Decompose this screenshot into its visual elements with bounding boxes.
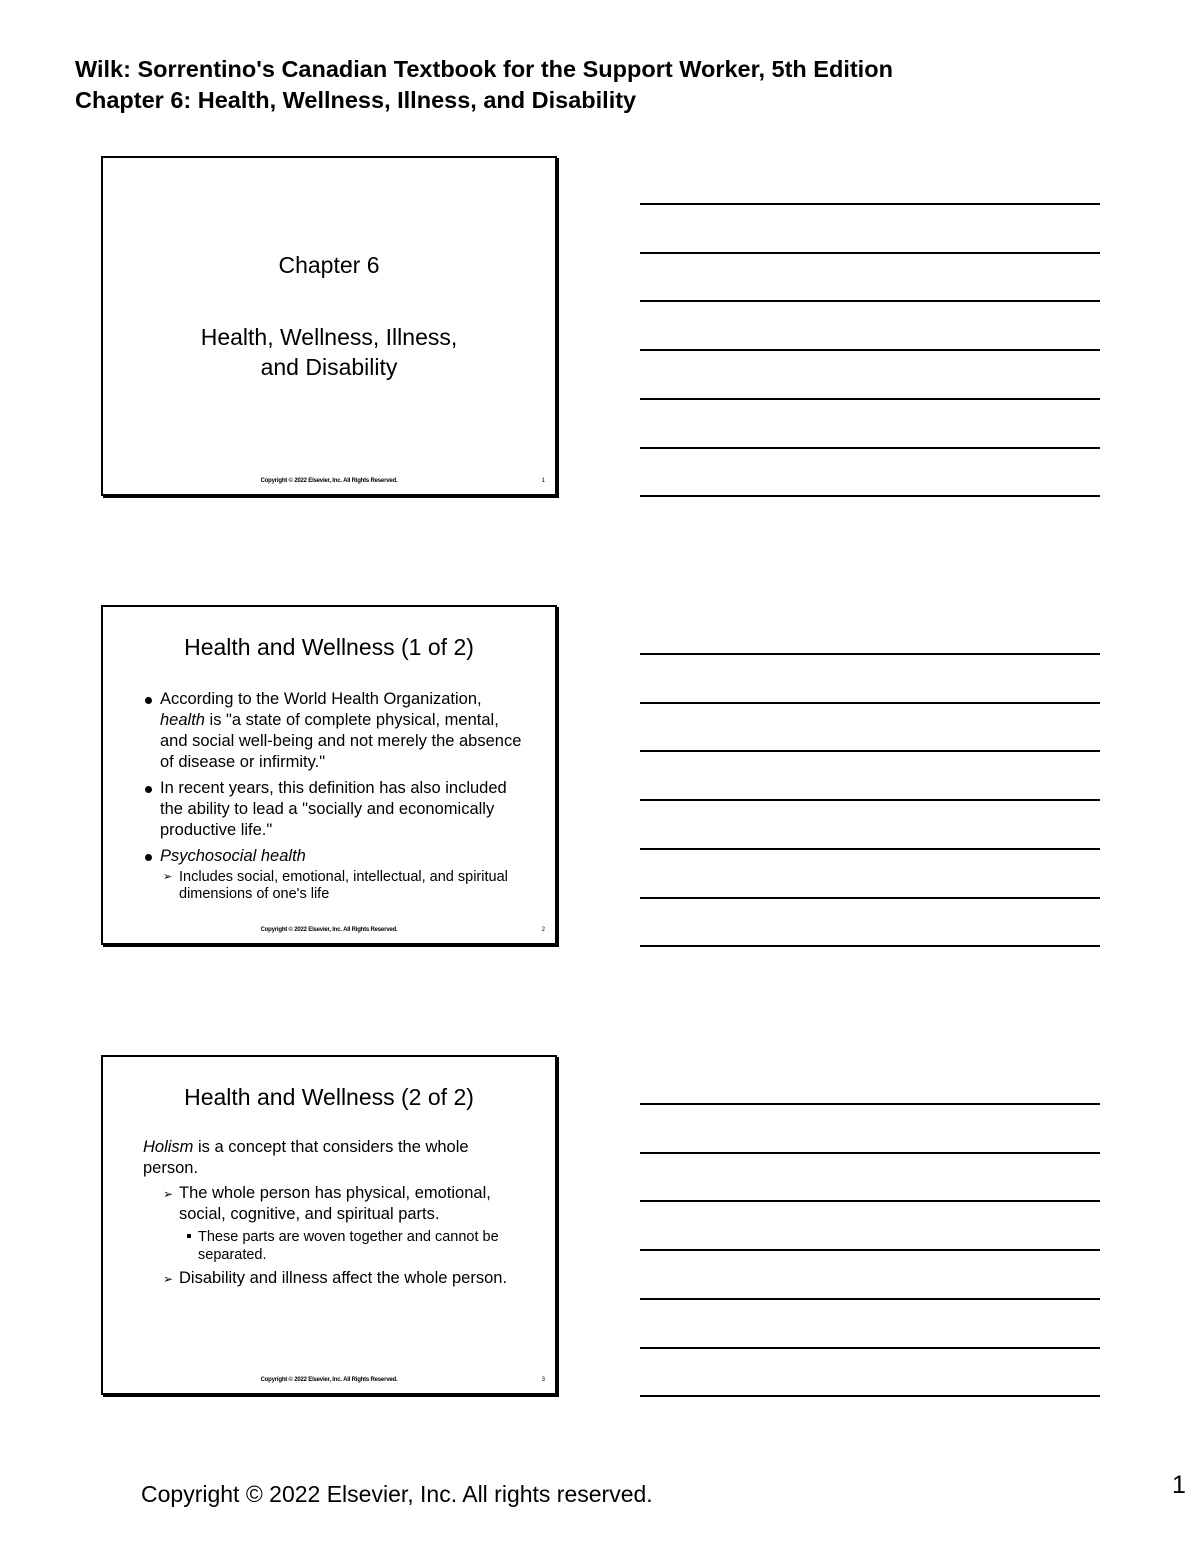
note-line [640, 1249, 1100, 1251]
slide-3-subsubbullet-1: These parts are woven together and cannot be separated. [143, 1228, 525, 1264]
note-line [640, 799, 1100, 801]
slide-3-intro [143, 1137, 525, 1179]
note-line [640, 897, 1100, 899]
note-line [640, 1200, 1100, 1202]
document-header [75, 54, 893, 116]
page-number: 1 [1172, 1471, 1186, 1499]
slide-1-number: 1 [541, 478, 545, 484]
note-line [640, 349, 1100, 351]
note-line [640, 1347, 1100, 1349]
slide-3-body [143, 1137, 525, 1291]
slide-2 [101, 605, 557, 945]
bullet-term: Psychosocial health [160, 847, 306, 865]
note-line [640, 848, 1100, 850]
slide-3-copyright: Copyright © 2022 Elsevier, Inc. All Rights Reserved. [260, 1377, 398, 1383]
slide-3-subbullet-2: ➢ Disability and illness affect the whole person. [143, 1268, 525, 1289]
slide-2-copyright: Copyright © 2022 Elsevier, Inc. All Rights Reserved. [260, 927, 398, 933]
note-line [640, 945, 1100, 947]
note-line [640, 750, 1100, 752]
bullet-text: According to the World Health Organization, [160, 690, 482, 708]
slide-1-subtitle-line2: and Disability [260, 354, 398, 380]
note-line [640, 398, 1100, 400]
slide-2-bullet-3 [143, 846, 525, 867]
bullet-text: is "a state of complete physical, mental, and social well-being and not merely the absence of disease or infirmity." [160, 711, 522, 771]
slide-1-title-block [103, 250, 555, 382]
note-line [640, 1152, 1100, 1154]
header-book-title: Wilk: Sorrentino's Canadian Textbook for the Support Worker, 5th Edition [75, 56, 893, 82]
slide-2-number: 2 [541, 927, 545, 933]
slide-2-title: Health and Wellness (1 of 2) [184, 634, 474, 660]
note-line [640, 447, 1100, 449]
note-line [640, 1103, 1100, 1105]
slide-2-bullet-1 [143, 689, 525, 773]
page-copyright: Copyright © 2022 Elsevier, Inc. All rights reserved. [141, 1481, 653, 1507]
note-line [640, 653, 1100, 655]
note-line [640, 300, 1100, 302]
slide-2-body [143, 689, 525, 903]
note-line [640, 252, 1100, 254]
slide-3 [101, 1055, 557, 1395]
slide-3-title: Health and Wellness (2 of 2) [184, 1084, 474, 1110]
slide-3-number: 3 [541, 1377, 545, 1383]
slide-1-subtitle-line1: Health, Wellness, Illness, [200, 324, 458, 350]
slide-1 [101, 156, 557, 496]
slide-1-title: Chapter 6 [278, 252, 380, 278]
note-line [640, 495, 1100, 497]
note-line [640, 1395, 1100, 1397]
note-line [640, 702, 1100, 704]
note-line [640, 1298, 1100, 1300]
slide-2-subbullet-1: ➢ Includes social, emotional, intellectual, and spiritual dimensions of one's life [143, 869, 525, 903]
note-line [640, 203, 1100, 205]
slide-2-bullet-2: In recent years, this definition has also included the ability to lead a "socially and economically productive life." [143, 778, 525, 841]
bullet-term: health [160, 711, 205, 729]
slide-3-subbullet-1: ➢ The whole person has physical, emotional, social, cognitive, and spiritual parts. [143, 1183, 525, 1225]
slide-1-copyright: Copyright © 2022 Elsevier, Inc. All Rights Reserved. [260, 478, 398, 484]
intro-term: Holism [143, 1138, 194, 1156]
intro-text: is a concept that considers the whole person. [143, 1138, 469, 1177]
header-chapter-title: Chapter 6: Health, Wellness, Illness, and Disability [75, 87, 637, 113]
